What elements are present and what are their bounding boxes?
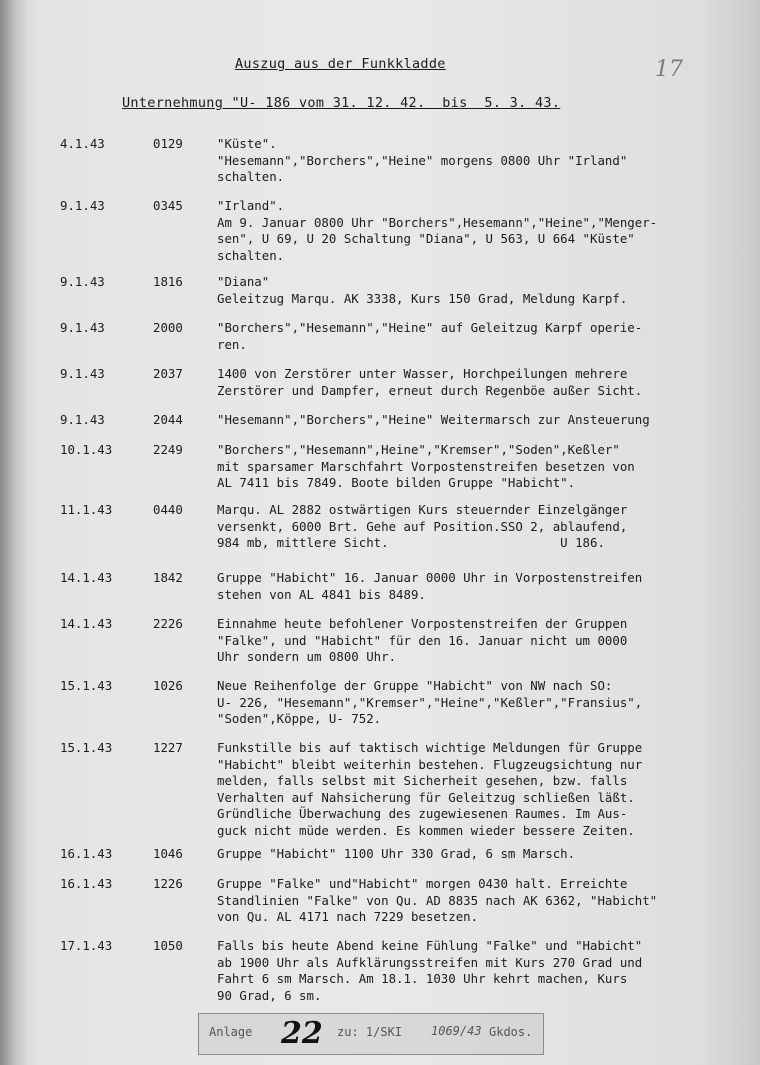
entry-time: 1026 (153, 678, 183, 693)
entry-text (217, 502, 627, 552)
entry-time: 1816 (153, 274, 183, 289)
entry-time: 1226 (153, 876, 183, 891)
entry-text (217, 274, 627, 307)
entry-date: 9.1.43 (60, 274, 105, 289)
entry-date: 9.1.43 (60, 412, 105, 427)
document-subtitle: Unternehmung "U- 186 vom 31. 12. 42. bis 5. 3. 43. (122, 95, 561, 111)
entry-time: 0440 (153, 502, 183, 517)
entry-text (217, 740, 642, 839)
entry-text-line: Geleitzug Marqu. AK 3338, Kurs 150 Grad, Meldung Karpf. (217, 290, 628, 306)
entry-date: 14.1.43 (60, 570, 113, 585)
entry-time: 2037 (153, 366, 183, 381)
entry-text-line: Einnahme heute befohlener Vorpostenstreifen der Gruppen (217, 616, 628, 631)
entry-time: 0129 (153, 136, 183, 151)
page-fold-shadow (0, 0, 28, 1065)
entry-text-line: 984 mb, mittlere Sicht. U 186. (217, 535, 605, 550)
archive-stamp (198, 1013, 544, 1055)
entry-date: 16.1.43 (60, 876, 113, 891)
entry-text-line: Am 9. Januar 0800 Uhr "Borchers",Hesemann","Heine","Menger- (217, 214, 658, 230)
stamp-classification: Gkdos. (489, 1025, 533, 1039)
entry-text-line: Standlinien "Falke" von Qu. AD 8835 nach AK 6362, "Habicht" (217, 892, 658, 908)
entry-text-line: Funkstille bis auf taktisch wichtige Meldungen für Gruppe (217, 740, 643, 755)
entry-text-line: schalten. (217, 169, 285, 184)
entry-time: 1050 (153, 938, 183, 953)
entry-text-line: versenkt, 6000 Brt. Gehe auf Position.SSO 2, ablaufend, (217, 518, 628, 534)
entry-text-line: Verhalten auf Nahsicherung für Geleitzug schließen läßt. (217, 789, 635, 805)
entry-text-line: Neue Reihenfolge der Gruppe "Habicht" von NW nach SO: (217, 678, 613, 693)
entry-text-line: 1400 von Zerstörer unter Wasser, Horchpeilungen mehrere (217, 366, 628, 381)
entry-text (217, 616, 627, 666)
entry-time: 2000 (153, 320, 183, 335)
document-title: Auszug aus der Funkkladde (235, 56, 446, 72)
entry-text-line: "Küste". (217, 136, 277, 151)
entry-text-line: Gruppe "Habicht" 1100 Uhr 330 Grad, 6 sm Marsch. (217, 846, 576, 861)
stamp-prefix: Anlage (209, 1025, 253, 1039)
entry-time: 2249 (153, 442, 183, 457)
entry-date: 14.1.43 (60, 616, 113, 631)
entry-time: 1046 (153, 846, 183, 861)
stamp-number: 22 (281, 1016, 323, 1051)
entry-text (217, 136, 627, 186)
entry-date: 4.1.43 (60, 136, 105, 151)
entry-text-line: "Borchers","Hesemann",Heine","Kremser","Soden",Keßler" (217, 442, 620, 457)
entry-text-line: von Qu. AL 4171 nach 7229 besetzen. (217, 909, 479, 924)
entry-text-line: "Hesemann","Borchers","Heine" Weitermarsch zur Ansteuerung (217, 412, 650, 427)
entry-text-line: Gründliche Überwachung des zugewiesenen Raumes. Im Aus- (217, 806, 628, 821)
entry-text-line: AL 7411 bis 7849. Boote bilden Gruppe "Habicht". (217, 475, 576, 490)
entry-text-line: melden, falls selbst mit Sicherheit gesehen, bzw. falls (217, 773, 628, 788)
entry-text-line: sen", U 69, U 20 Schaltung "Diana", U 563, U 664 "Küste" (217, 231, 635, 246)
entry-text-line: 90 Grad, 6 sm. (217, 987, 322, 1003)
entry-date: 17.1.43 (60, 938, 113, 953)
stamp-reference: zu: 1/SKI (337, 1025, 403, 1039)
entry-text (217, 412, 650, 429)
entry-text-line: guck nicht müde werden. Es kommen wieder bessere Zeiten. (217, 822, 635, 838)
entry-text-line: U- 226, "Hesemann","Kremser","Heine","Keßler","Fransius", (217, 694, 643, 710)
entry-text-line: ab 1900 Uhr als Aufklärungsstreifen mit Kurs 270 Grad und (217, 954, 643, 970)
entry-text-line: stehen von AL 4841 bis 8489. (217, 586, 426, 602)
entry-text (217, 442, 635, 492)
entry-text (217, 366, 642, 399)
entry-time: 2226 (153, 616, 183, 631)
entry-text-line: ren. (217, 336, 247, 352)
entry-text-line: Marqu. AL 2882 ostwärtigen Kurs steuernder Einzelgänger (217, 502, 628, 517)
entry-date: 9.1.43 (60, 366, 105, 381)
entry-time: 1227 (153, 740, 183, 755)
entry-text-line: Gruppe "Falke" und"Habicht" morgen 0430 halt. Erreichte (217, 876, 628, 891)
entry-text (217, 938, 642, 1004)
entry-time: 2044 (153, 412, 183, 427)
entry-date: 15.1.43 (60, 740, 113, 755)
entry-text-line: "Soden",Köppe, U- 752. (217, 711, 382, 726)
entry-text-line: "Borchers","Hesemann","Heine" auf Geleitzug Karpf operie- (217, 320, 643, 335)
entry-text (217, 570, 642, 603)
entry-text-line: mit sparsamer Marschfahrt Vorpostenstreifen besetzen von (217, 458, 635, 474)
entry-text-line: "Irland". (217, 198, 285, 213)
entry-date: 9.1.43 (60, 320, 105, 335)
entry-text (217, 846, 575, 863)
entry-text-line: Fahrt 6 sm Marsch. Am 18.1. 1030 Uhr kehrt machen, Kurs (217, 971, 628, 986)
entry-date: 15.1.43 (60, 678, 113, 693)
entry-text-line: Zerstörer und Dampfer, erneut durch Regenböe außer Sicht. (217, 382, 643, 398)
entry-date: 10.1.43 (60, 442, 113, 457)
entry-text-line: Falls bis heute Abend keine Fühlung "Falke" und "Habicht" (217, 938, 643, 953)
stamp-handwritten-number: 1069/43 (431, 1024, 482, 1038)
entry-text-line: "Habicht" bleibt weiterhin bestehen. Flugzeugsichtung nur (217, 756, 643, 772)
entry-time: 1842 (153, 570, 183, 585)
entry-text-line: "Hesemann","Borchers","Heine" morgens 0800 Uhr "Irland" (217, 152, 628, 168)
entry-text (217, 198, 657, 264)
entry-text-line: "Diana" (217, 274, 270, 289)
entry-time: 0345 (153, 198, 183, 213)
entry-date: 9.1.43 (60, 198, 105, 213)
entry-text-line: Uhr sondern um 0800 Uhr. (217, 649, 397, 664)
entry-date: 16.1.43 (60, 846, 113, 861)
entry-text-line: "Falke", und "Habicht" für den 16. Januar nicht um 0000 (217, 632, 628, 648)
entry-date: 11.1.43 (60, 502, 113, 517)
entry-text-line: Gruppe "Habicht" 16. Januar 0000 Uhr in Vorpostenstreifen (217, 570, 643, 585)
entry-text (217, 678, 642, 728)
page-number: 17 (655, 57, 683, 82)
entry-text-line: schalten. (217, 247, 285, 263)
entry-text (217, 876, 657, 926)
entry-text (217, 320, 642, 353)
